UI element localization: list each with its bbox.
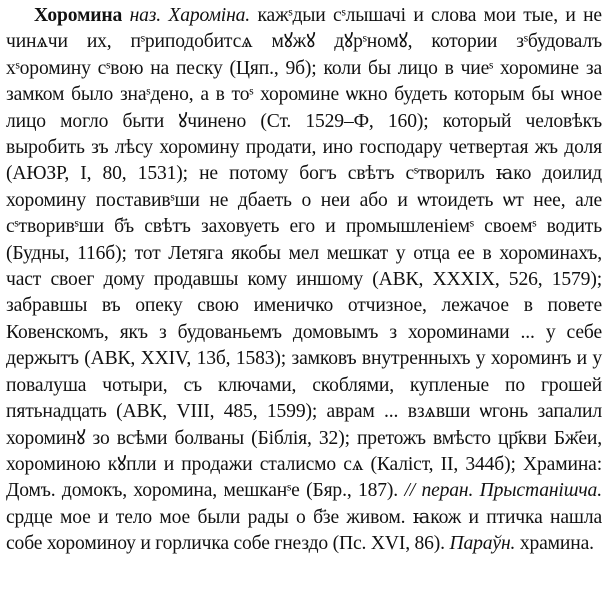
grammar-note: наз. Хароміна. bbox=[129, 5, 251, 26]
figurative-quote: срдце мое и тело мое были рады о б҃зе живом. ꙗкож и птичка нашла собе хороминоу и горличка собе гнездо (Пс. XVI, 86). bbox=[6, 506, 602, 555]
see-also-word: храмина. bbox=[519, 533, 594, 555]
figurative-sense: Прыстанішча. bbox=[479, 480, 602, 502]
dictionary-entry bbox=[6, 3, 602, 558]
see-also-label: Параўн. bbox=[449, 533, 516, 555]
headword: Хоромина bbox=[34, 5, 123, 26]
entry-body: кажˢдыи сˢлышачі и слова мои тые, и не чинѧчи их, пˢриподобитсѧ мꙋжꙋ дꙋрˢномꙋ, котории зˢбудовалъ хˢоромину сˢвою на песку (Цяп., 9б); коли бы лицо в чиеˢ хоромине за замком было знаˢдено, а в тоˢ хоромине ѡкно будеть которым бы ѡное лицо могло быти ꙋчинено (Ст. 1529–Ф, 160); который человѣкъ выробить зъ лѣсу хоромину продати, ино господару четвертая жъ доля (АЮЗР, I, 80, 1531); не потому богъ свѣтъ сˢтворилъ ꙗко доилид хоромину поставивˢши не дбаеть о неи або и ѡтоидеть ѡт нее, але сˢтворивˢши б҃ъ свѣтъ заховуеть его и промышленіемˢ своемˢ водить (Будны, 116б); тот Летяга якобы мел мешкат у отца ее в хороминахъ, част своег дому продавшы кому иншому (АВК, XXXIX, 526, 1579); забравшы въ опеку свою именичко отчизное, лежачое в повете Ковенскомъ, якъ з будованьемъ домовымъ з хороминами ... у себе держытъ (АВК, XXIV, 13б, 1583); замковъ внутренныхъ у хороминъ и у повалуша чотыри, съ ключами, скоблями, купленые по грошей пятьнадцать (АВК, VIII, 485, 1599); аврам ... взѧвши ѡгонь запалил хороминꙋ зо всѣми болваны (Біблія, 32); претожъ вмѣсто цр҃кви Бж҃еи, хороминою кꙋпли и продажи сталисмо сѧ (Каліст, II, 344б); Храмина: Домъ. домокъ, хоромина, мешканˢе (Бяр., 187). bbox=[6, 5, 602, 502]
translation-marker: // перан. bbox=[404, 480, 474, 502]
